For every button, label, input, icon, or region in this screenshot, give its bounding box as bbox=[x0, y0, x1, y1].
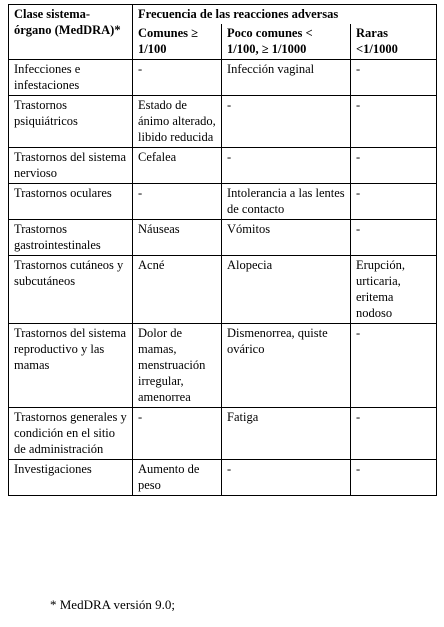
meddra-version-footnote: * MedDRA versión 9.0; bbox=[50, 597, 175, 612]
uncommon-cell: - bbox=[222, 96, 351, 148]
rare-cell: - bbox=[351, 60, 437, 96]
uncommon-cell: - bbox=[222, 460, 351, 496]
soc-cell: Trastornos cutáneos y subcutáneos bbox=[9, 256, 133, 324]
soc-cell: Investigaciones bbox=[9, 460, 133, 496]
uncommon-cell: Alopecia bbox=[222, 256, 351, 324]
common-cell: Cefalea bbox=[133, 148, 222, 184]
soc-cell: Trastornos generales y condición en el sitio de administración bbox=[9, 408, 133, 460]
header-system-organ-class: Clase sistema-órgano (MedDRA)* bbox=[9, 5, 133, 60]
table-row bbox=[9, 60, 437, 96]
rare-cell: - bbox=[351, 184, 437, 220]
soc-cell: Trastornos del sistema nervioso bbox=[9, 148, 133, 184]
common-cell: Estado de ánimo alterado, libido reducida bbox=[133, 96, 222, 148]
rare-cell: - bbox=[351, 96, 437, 148]
rare-cell: - bbox=[351, 148, 437, 184]
header-rare: Raras <1/1000 bbox=[351, 24, 437, 60]
adverse-reactions-table bbox=[8, 4, 437, 496]
table-row bbox=[9, 460, 437, 496]
soc-cell: Trastornos oculares bbox=[9, 184, 133, 220]
common-cell: Náuseas bbox=[133, 220, 222, 256]
table-row bbox=[9, 184, 437, 220]
uncommon-cell: Intolerancia a las lentes de contacto bbox=[222, 184, 351, 220]
common-cell: - bbox=[133, 60, 222, 96]
uncommon-cell: - bbox=[222, 148, 351, 184]
uncommon-cell: Fatiga bbox=[222, 408, 351, 460]
table-row bbox=[9, 256, 437, 324]
rare-cell: - bbox=[351, 324, 437, 408]
rare-cell: - bbox=[351, 408, 437, 460]
uncommon-cell: Vómitos bbox=[222, 220, 351, 256]
table-row bbox=[9, 220, 437, 256]
uncommon-cell: Infección vaginal bbox=[222, 60, 351, 96]
rare-cell: - bbox=[351, 220, 437, 256]
rare-cell: Erupción, urticaria, eritema nodoso bbox=[351, 256, 437, 324]
header-uncommon: Poco comunes < 1/100, ≥ 1/1000 bbox=[222, 24, 351, 60]
soc-cell: Trastornos del sistema reproductivo y las mamas bbox=[9, 324, 133, 408]
common-cell: - bbox=[133, 184, 222, 220]
table-row bbox=[9, 148, 437, 184]
table-row bbox=[9, 408, 437, 460]
soc-cell: Trastornos psiquiátricos bbox=[9, 96, 133, 148]
table-row bbox=[9, 96, 437, 148]
soc-cell: Infecciones e infestaciones bbox=[9, 60, 133, 96]
common-cell: - bbox=[133, 408, 222, 460]
rare-cell: - bbox=[351, 460, 437, 496]
soc-cell: Trastornos gastrointestinales bbox=[9, 220, 133, 256]
header-frequency-group: Frecuencia de las reacciones adversas bbox=[133, 5, 437, 25]
uncommon-cell: Dismenorrea, quiste ovárico bbox=[222, 324, 351, 408]
common-cell: Acné bbox=[133, 256, 222, 324]
table-row bbox=[9, 324, 437, 408]
header-common: Comunes ≥ 1/100 bbox=[133, 24, 222, 60]
common-cell: Dolor de mamas, menstruación irregular, amenorrea bbox=[133, 324, 222, 408]
common-cell: Aumento de peso bbox=[133, 460, 222, 496]
